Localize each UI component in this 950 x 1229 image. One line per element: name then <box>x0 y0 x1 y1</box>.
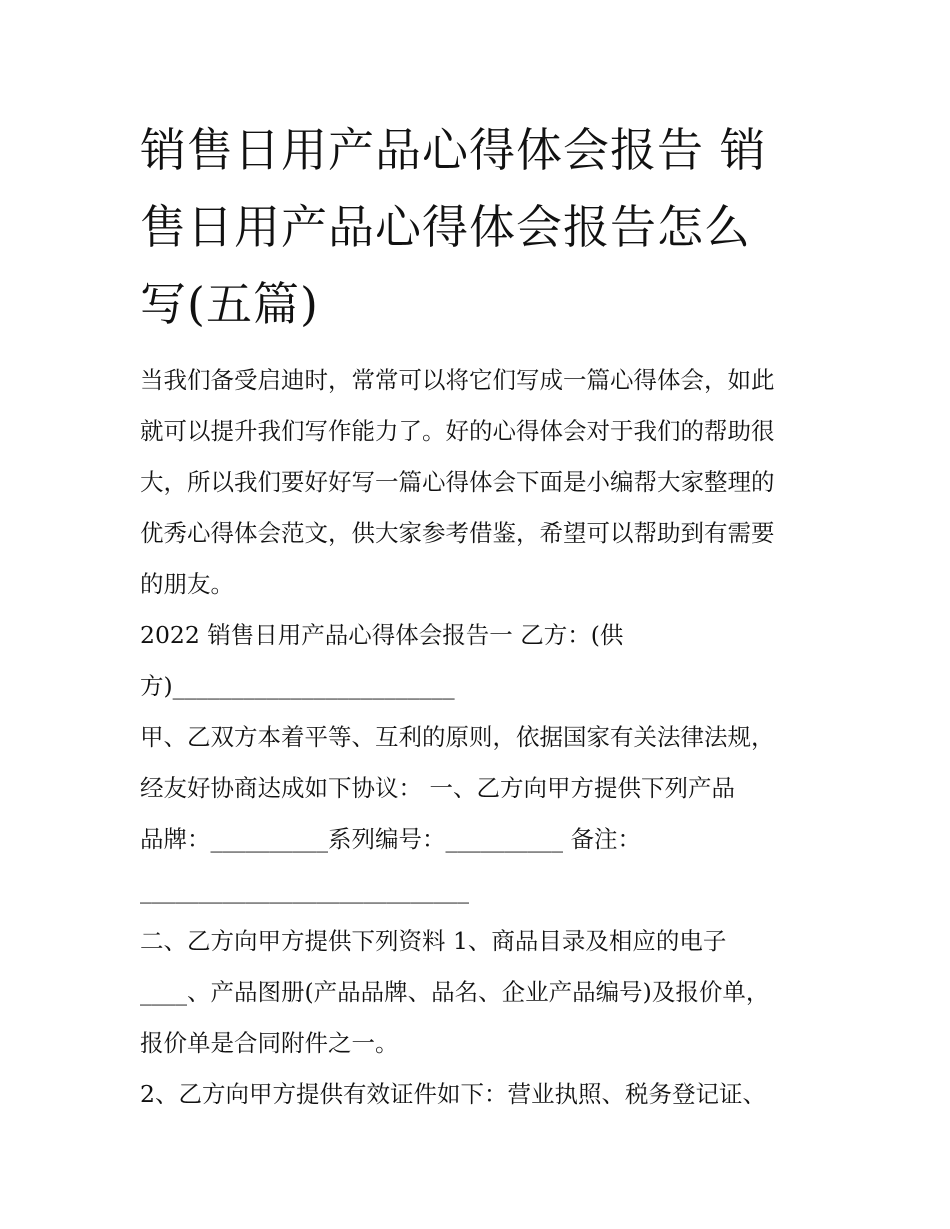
text-line: 品牌：__________系列编号：__________ 备注： <box>140 825 641 853</box>
document-title <box>140 112 820 343</box>
certificates-paragraph <box>140 1069 820 1120</box>
text-line: 甲、乙双方本着平等、互利的原则，依据国家有关法律法规， <box>140 723 775 751</box>
text-line: 报价单是合同附件之一。 <box>140 1029 399 1057</box>
intro-paragraph <box>140 355 820 610</box>
text-line: 经友好协商达成如下协议： 一、乙方向甲方提供下列产品 <box>140 774 735 802</box>
text-line: 2022 销售日用产品心得体会报告一 乙方：(供 <box>140 621 624 649</box>
text-line: 当我们备受启迪时，常常可以将它们写成一篇心得体会，如此 <box>140 366 775 394</box>
text-line: ____________________________ <box>140 876 469 904</box>
contract-parties-paragraph <box>140 610 820 712</box>
document-page <box>140 112 820 1120</box>
text-line: 方)________________________ <box>140 672 455 700</box>
text-line: ____、产品图册(产品品牌、品名、企业产品编号)及报价单， <box>140 978 770 1006</box>
agreement-paragraph <box>140 712 820 916</box>
text-line: 就可以提升我们写作能力了。好的心得体会对于我们的帮助很 <box>140 417 775 445</box>
text-line: 二、乙方向甲方提供下列资料 1、商品目录及相应的电子 <box>140 927 727 955</box>
text-line: 的朋友。 <box>140 570 234 598</box>
title-line: 写(五篇) <box>140 277 319 331</box>
title-line: 销售日用产品心得体会报告 销 <box>140 123 767 177</box>
materials-paragraph <box>140 916 820 1069</box>
text-line: 优秀心得体会范文，供大家参考借鉴，希望可以帮助到有需要 <box>140 519 775 547</box>
text-line: 2、乙方向甲方提供有效证件如下：营业执照、税务登记证、 <box>140 1080 766 1108</box>
title-line: 售日用产品心得体会报告怎么 <box>140 200 751 254</box>
text-line: 大，所以我们要好好写一篇心得体会下面是小编帮大家整理的 <box>140 468 775 496</box>
